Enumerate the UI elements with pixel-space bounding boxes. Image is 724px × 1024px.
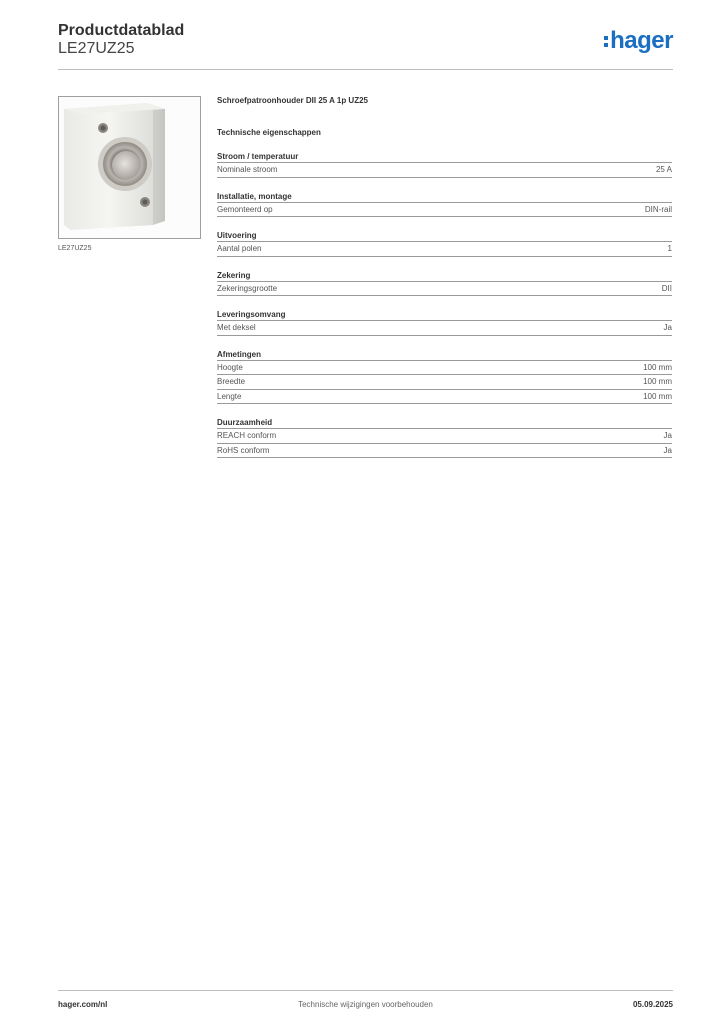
group-title: Uitvoering: [217, 230, 672, 242]
page-footer: [58, 990, 673, 1014]
footer-date: 05.09.2025: [632, 1000, 673, 1009]
product-image: [58, 96, 201, 239]
logo-colon-icon: [604, 36, 608, 47]
spec-label: Met deksel: [217, 323, 256, 332]
spec-row: [217, 375, 672, 390]
logo-text: hager: [610, 27, 673, 54]
group-title: Zekering: [217, 270, 672, 282]
document-title: Productdatablad: [58, 22, 185, 39]
spec-value: 100 mm: [643, 362, 672, 372]
spec-section: [217, 95, 672, 458]
spec-label: Zekeringsgrootte: [217, 283, 278, 293]
spec-row: [217, 242, 672, 257]
spec-value: DII: [661, 283, 672, 293]
website-link[interactable]: hager.com/nl: [58, 1000, 108, 1009]
spec-label: Aantal polen: [217, 244, 262, 253]
group-title: Installatie, montage: [217, 191, 672, 203]
spec-value: Ja: [663, 445, 672, 455]
spec-row: [217, 444, 672, 459]
spec-row: [217, 163, 672, 178]
spec-row: [217, 321, 672, 336]
spec-label: RoHS conform: [217, 445, 270, 455]
group-title: Afmetingen: [217, 349, 672, 361]
fuse-holder-illustration: [59, 97, 200, 238]
spec-value: 1: [667, 244, 672, 253]
spec-value: Ja: [663, 323, 672, 332]
section-heading: Technische eigenschappen: [217, 128, 321, 137]
hager-logo: [604, 26, 673, 56]
product-code: LE27UZ25: [58, 40, 135, 57]
spec-label: Breedte: [217, 377, 246, 386]
page-header: [58, 20, 673, 70]
spec-label: Lengte: [217, 391, 242, 401]
spec-group: [217, 417, 672, 458]
group-title: Leveringsomvang: [217, 309, 672, 321]
group-title: Stroom / temperatuur: [217, 151, 672, 163]
spec-group: [217, 230, 672, 257]
spec-group: [217, 191, 672, 218]
spec-row: [217, 282, 672, 297]
spec-label: Nominale stroom: [217, 165, 278, 174]
spec-label: Hoogte: [217, 362, 243, 372]
spec-value: 100 mm: [643, 391, 672, 401]
spec-group: [217, 270, 672, 297]
socket-inner: [112, 151, 140, 179]
spec-label: REACH conform: [217, 431, 277, 440]
image-caption: LE27UZ25: [58, 245, 92, 252]
footer-notice: Technische wijzigingen voorbehouden: [298, 1000, 433, 1009]
spec-label: Gemonteerd op: [217, 204, 273, 214]
spec-value: 25 A: [655, 165, 672, 174]
product-name: Schroefpatroonhouder DII 25 A 1p UZ25: [217, 96, 368, 105]
spec-row: [217, 361, 672, 376]
spec-value: DIN-rail: [644, 204, 672, 214]
spec-group: [217, 151, 672, 178]
spec-group: [217, 309, 672, 336]
spec-row: [217, 390, 672, 405]
spec-value: 100 mm: [643, 377, 672, 386]
spec-row: [217, 429, 672, 444]
group-title: Duurzaamheid: [217, 417, 672, 429]
spec-row: [217, 203, 672, 218]
spec-value: Ja: [663, 431, 672, 440]
spec-group: [217, 349, 672, 405]
